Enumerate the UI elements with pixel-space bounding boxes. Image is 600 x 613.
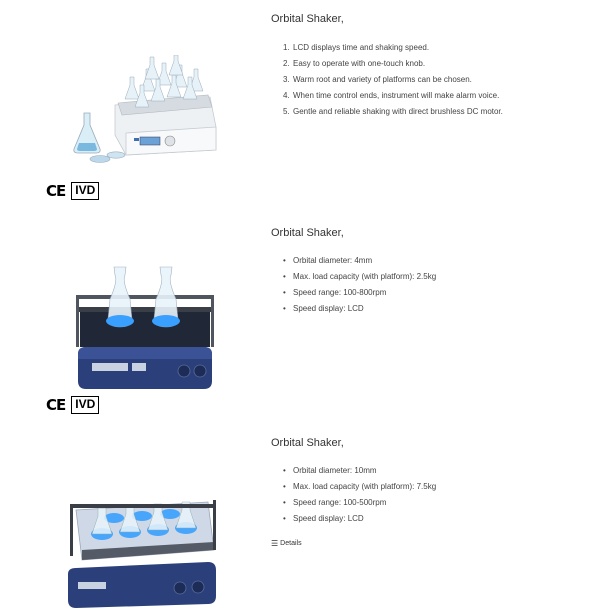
list-item: • Speed range: 100-800rpm [283, 288, 387, 297]
product-title[interactable]: Orbital Shaker, [271, 227, 344, 239]
list-item: • Orbital diameter: 4mm [283, 256, 373, 265]
product-title[interactable]: Orbital Shaker, [271, 437, 344, 449]
list-item: • Max. load capacity (with platform): 2.5kg [283, 272, 437, 281]
list-item: • Max. load capacity (with platform): 7.5kg [283, 482, 437, 491]
ce-mark-icon: CE [46, 396, 66, 414]
list-item: 3. Warm root and variety of platforms can be chosen. [283, 75, 472, 84]
orbital-shaker-image-1[interactable] [70, 55, 220, 170]
list-item: • Speed display: LCD [283, 304, 364, 313]
list-item: • Speed range: 100-500rpm [283, 498, 387, 507]
product-orbital-shaker-1 [0, 0, 600, 214]
orbital-shaker-image-2[interactable] [70, 259, 220, 399]
product-orbital-shaker-2 [0, 214, 600, 424]
ivd-mark-icon: IVD [71, 396, 99, 414]
product-title[interactable]: Orbital Shaker, [271, 13, 344, 25]
list-item: 2. Easy to operate with one-touch knob. [283, 59, 426, 68]
list-item: 4. When time control ends, instrument will make alarm voice. [283, 91, 500, 100]
list-item: 1. LCD displays time and shaking speed. [283, 43, 430, 52]
product-orbital-shaker-3 [0, 424, 600, 613]
details-label: Details [280, 540, 302, 547]
list-item: 5. Gentle and reliable shaking with direct brushless DC motor. [283, 107, 503, 116]
orbital-shaker-image-3[interactable] [62, 484, 222, 609]
ce-mark-icon: CE [46, 182, 66, 200]
list-item: • Orbital diameter: 10mm [283, 466, 377, 475]
feature-list [283, 42, 503, 122]
certification-marks [46, 182, 99, 200]
list-icon: ☰ [271, 539, 279, 548]
ivd-mark-icon: IVD [71, 182, 99, 200]
spec-list [283, 465, 436, 529]
list-item: • Speed display: LCD [283, 514, 364, 523]
certification-marks [46, 396, 99, 414]
details-link[interactable] [271, 539, 302, 548]
spec-list [283, 255, 436, 319]
